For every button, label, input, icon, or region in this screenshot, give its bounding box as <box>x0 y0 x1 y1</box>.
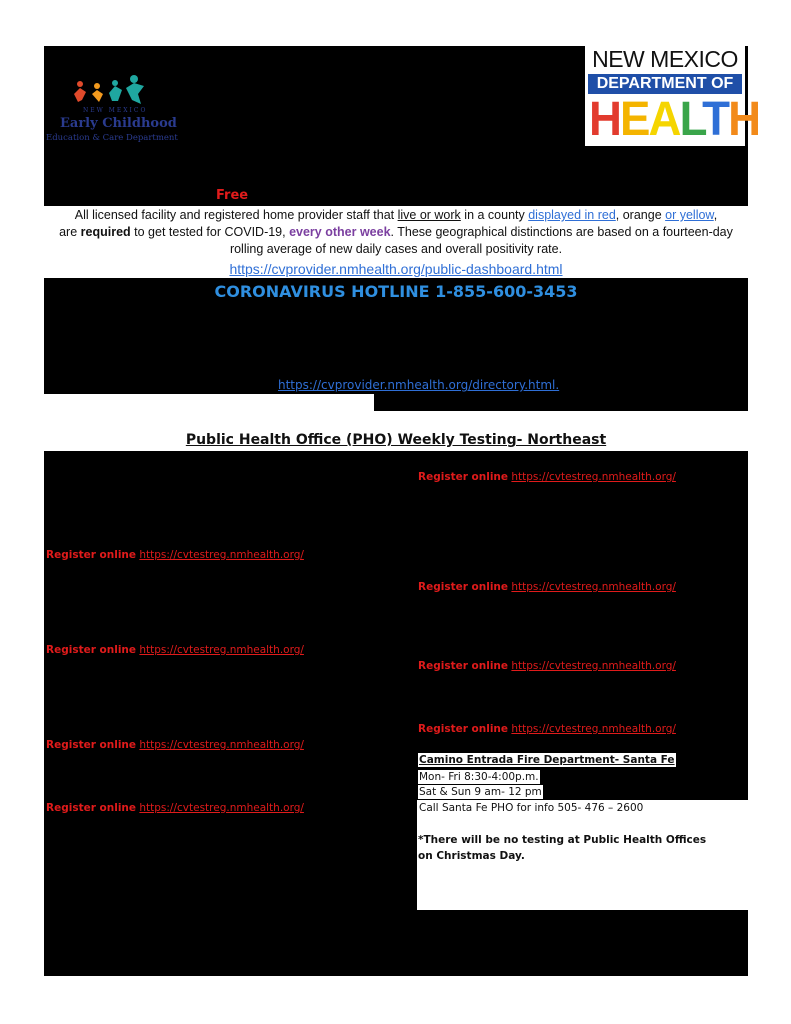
doh-health-letter: H <box>728 93 760 146</box>
doh-line1: NEW MEXICO <box>592 46 738 72</box>
ececd-logo <box>46 70 191 150</box>
yellow-county-link[interactable]: or yellow <box>665 208 714 222</box>
section-title: Public Health Office (PHO) Weekly Testing- Northeast <box>185 432 607 448</box>
doh-health-letter: A <box>648 93 680 146</box>
directory-link[interactable]: https://cvprovider.nmhealth.org/directory.html. <box>278 378 560 392</box>
register-link[interactable]: https://cvtestreg.nmhealth.org/ <box>511 581 676 593</box>
register-row: Register online https://cvtestreg.nmhealth.org/ <box>418 660 676 672</box>
camino-hours-weekday: Mon- Fri 8:30-4:00p.m. <box>419 771 539 783</box>
register-link[interactable]: https://cvtestreg.nmhealth.org/ <box>511 723 676 735</box>
ececd-name: Early Childhood <box>60 116 177 131</box>
ececd-top-line: NEW MEXICO <box>83 107 148 114</box>
doh-line2: DEPARTMENT OF <box>588 74 742 94</box>
figure-red <box>74 81 86 102</box>
register-row: Register online https://cvtestreg.nmhealth.org/ <box>46 549 304 561</box>
doh-health-letter: T <box>702 93 729 146</box>
register-row: Register online https://cvtestreg.nmhealth.org/ <box>418 581 676 593</box>
red-county-link[interactable]: displayed in red <box>528 208 616 222</box>
camino-hours-weekend: Sat & Sun 9 am- 12 pm <box>419 786 542 798</box>
register-link[interactable]: https://cvtestreg.nmhealth.org/ <box>139 644 304 656</box>
doh-logo <box>585 46 760 146</box>
free-label: Free <box>216 188 249 203</box>
ececd-figures-icon <box>46 70 191 110</box>
live-or-work-link[interactable]: live or work <box>397 208 461 222</box>
camino-title: Camino Entrada Fire Department- Santa Fe <box>419 754 675 766</box>
figure-teal-large <box>126 75 144 104</box>
register-link[interactable]: https://cvtestreg.nmhealth.org/ <box>139 802 304 814</box>
figure-teal <box>109 80 122 101</box>
doh-health-letter: L <box>679 93 703 146</box>
figure-orange <box>92 83 103 102</box>
intro-paragraph: All licensed facility and registered home provider staff that live or work in a county displayed in red, orange or yellow, are required to get tested for COVID-19, every other week. These geographical distinctions are based on a fourteen-day rolling average of new daily cases and overall positivity rate. <box>59 208 733 256</box>
register-row: Register online https://cvtestreg.nmhealth.org/ <box>46 802 304 814</box>
register-link[interactable]: https://cvtestreg.nmhealth.org/ <box>511 660 676 672</box>
register-row: Register online https://cvtestreg.nmhealth.org/ <box>46 739 304 751</box>
hotline-block-extension <box>374 393 748 411</box>
register-row: Register online https://cvtestreg.nmhealth.org/ <box>46 644 304 656</box>
register-row: Register online https://cvtestreg.nmhealth.org/ <box>418 723 676 735</box>
doh-health-word <box>589 93 760 146</box>
register-link[interactable]: https://cvtestreg.nmhealth.org/ <box>511 471 676 483</box>
doh-health-letter: H <box>589 93 621 146</box>
hotline-text: CORONAVIRUS HOTLINE 1-855-600-3453 <box>214 282 578 301</box>
register-row: Register online https://cvtestreg.nmhealth.org/ <box>418 471 676 483</box>
register-link[interactable]: https://cvtestreg.nmhealth.org/ <box>139 549 304 561</box>
dashboard-link[interactable]: https://cvprovider.nmhealth.org/public-dashboard.html <box>229 261 563 277</box>
camino-phone: Call Santa Fe PHO for info 505- 476 – 2600 <box>419 802 644 814</box>
ececd-subtitle: Education & Care Department <box>46 133 178 143</box>
doh-health-letter: E <box>620 93 649 146</box>
christmas-note: *There will be no testing at Public Health Offices on Christmas Day. <box>418 834 707 862</box>
register-link[interactable]: https://cvtestreg.nmhealth.org/ <box>139 739 304 751</box>
